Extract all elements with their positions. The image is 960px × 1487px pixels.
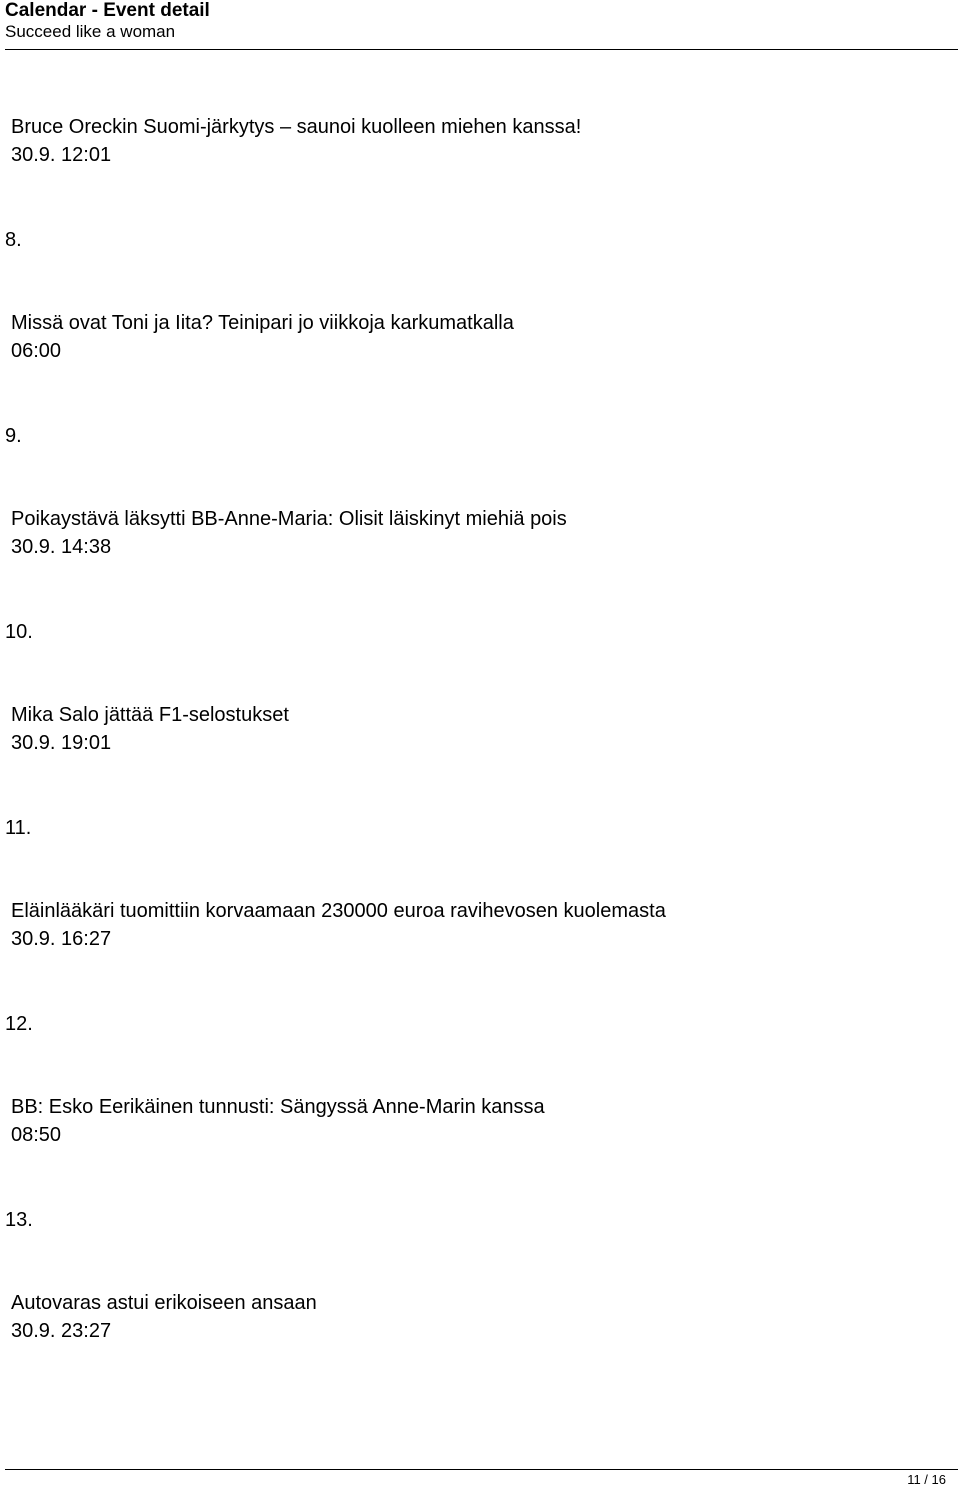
entry-rank: 8. xyxy=(5,229,22,251)
entry-headline[interactable]: Eläinlääkäri tuomittiin korvaamaan 230000 euroa ravihevosen kuolemasta xyxy=(11,900,666,922)
entry-time: 30.9. 14:38 xyxy=(11,536,112,558)
list-item[interactable] xyxy=(11,1093,951,1149)
entry-time: 30.9. 12:01 xyxy=(11,144,112,166)
list-item[interactable] xyxy=(11,701,951,757)
entry-headline[interactable]: Poikaystävä läksytti BB-Anne-Maria: Olisit läiskinyt miehiä pois xyxy=(11,508,567,530)
page-footer xyxy=(5,1469,958,1487)
entry-rank: 9. xyxy=(5,425,22,447)
entry-rank: 11. xyxy=(5,817,32,839)
entry-time: 30.9. 23:27 xyxy=(11,1320,112,1342)
entry-time: 06:00 xyxy=(11,340,62,362)
entry-rank: 10. xyxy=(5,621,33,643)
list-item[interactable] xyxy=(11,309,951,365)
entry-rank: 12. xyxy=(5,1013,33,1035)
entry-rank: 13. xyxy=(5,1209,33,1231)
list-item[interactable] xyxy=(11,897,951,953)
entry-time: 30.9. 19:01 xyxy=(11,732,112,754)
entry-time: 08:50 xyxy=(11,1124,62,1146)
list-item[interactable] xyxy=(11,1289,951,1345)
list-item[interactable] xyxy=(11,505,951,561)
entry-headline[interactable]: Missä ovat Toni ja Iita? Teinipari jo viikkoja karkumatkalla xyxy=(11,312,514,334)
event-subtitle: Succeed like a woman xyxy=(5,22,176,41)
entry-headline[interactable]: Autovaras astui erikoiseen ansaan xyxy=(11,1292,317,1314)
page-number: 11 / 16 xyxy=(907,1472,946,1487)
entry-headline[interactable]: Bruce Oreckin Suomi-järkytys – saunoi kuolleen miehen kanssa! xyxy=(11,116,582,138)
entry-headline[interactable]: Mika Salo jättää F1-selostukset xyxy=(11,704,289,726)
page-header xyxy=(5,0,958,50)
calendar-title: Calendar - Event detail xyxy=(5,0,210,21)
entry-time: 30.9. 16:27 xyxy=(11,928,112,950)
entry-headline[interactable]: BB: Esko Eerikäinen tunnusti: Sängyssä Anne-Marin kanssa xyxy=(11,1096,545,1118)
list-item[interactable] xyxy=(11,113,951,169)
